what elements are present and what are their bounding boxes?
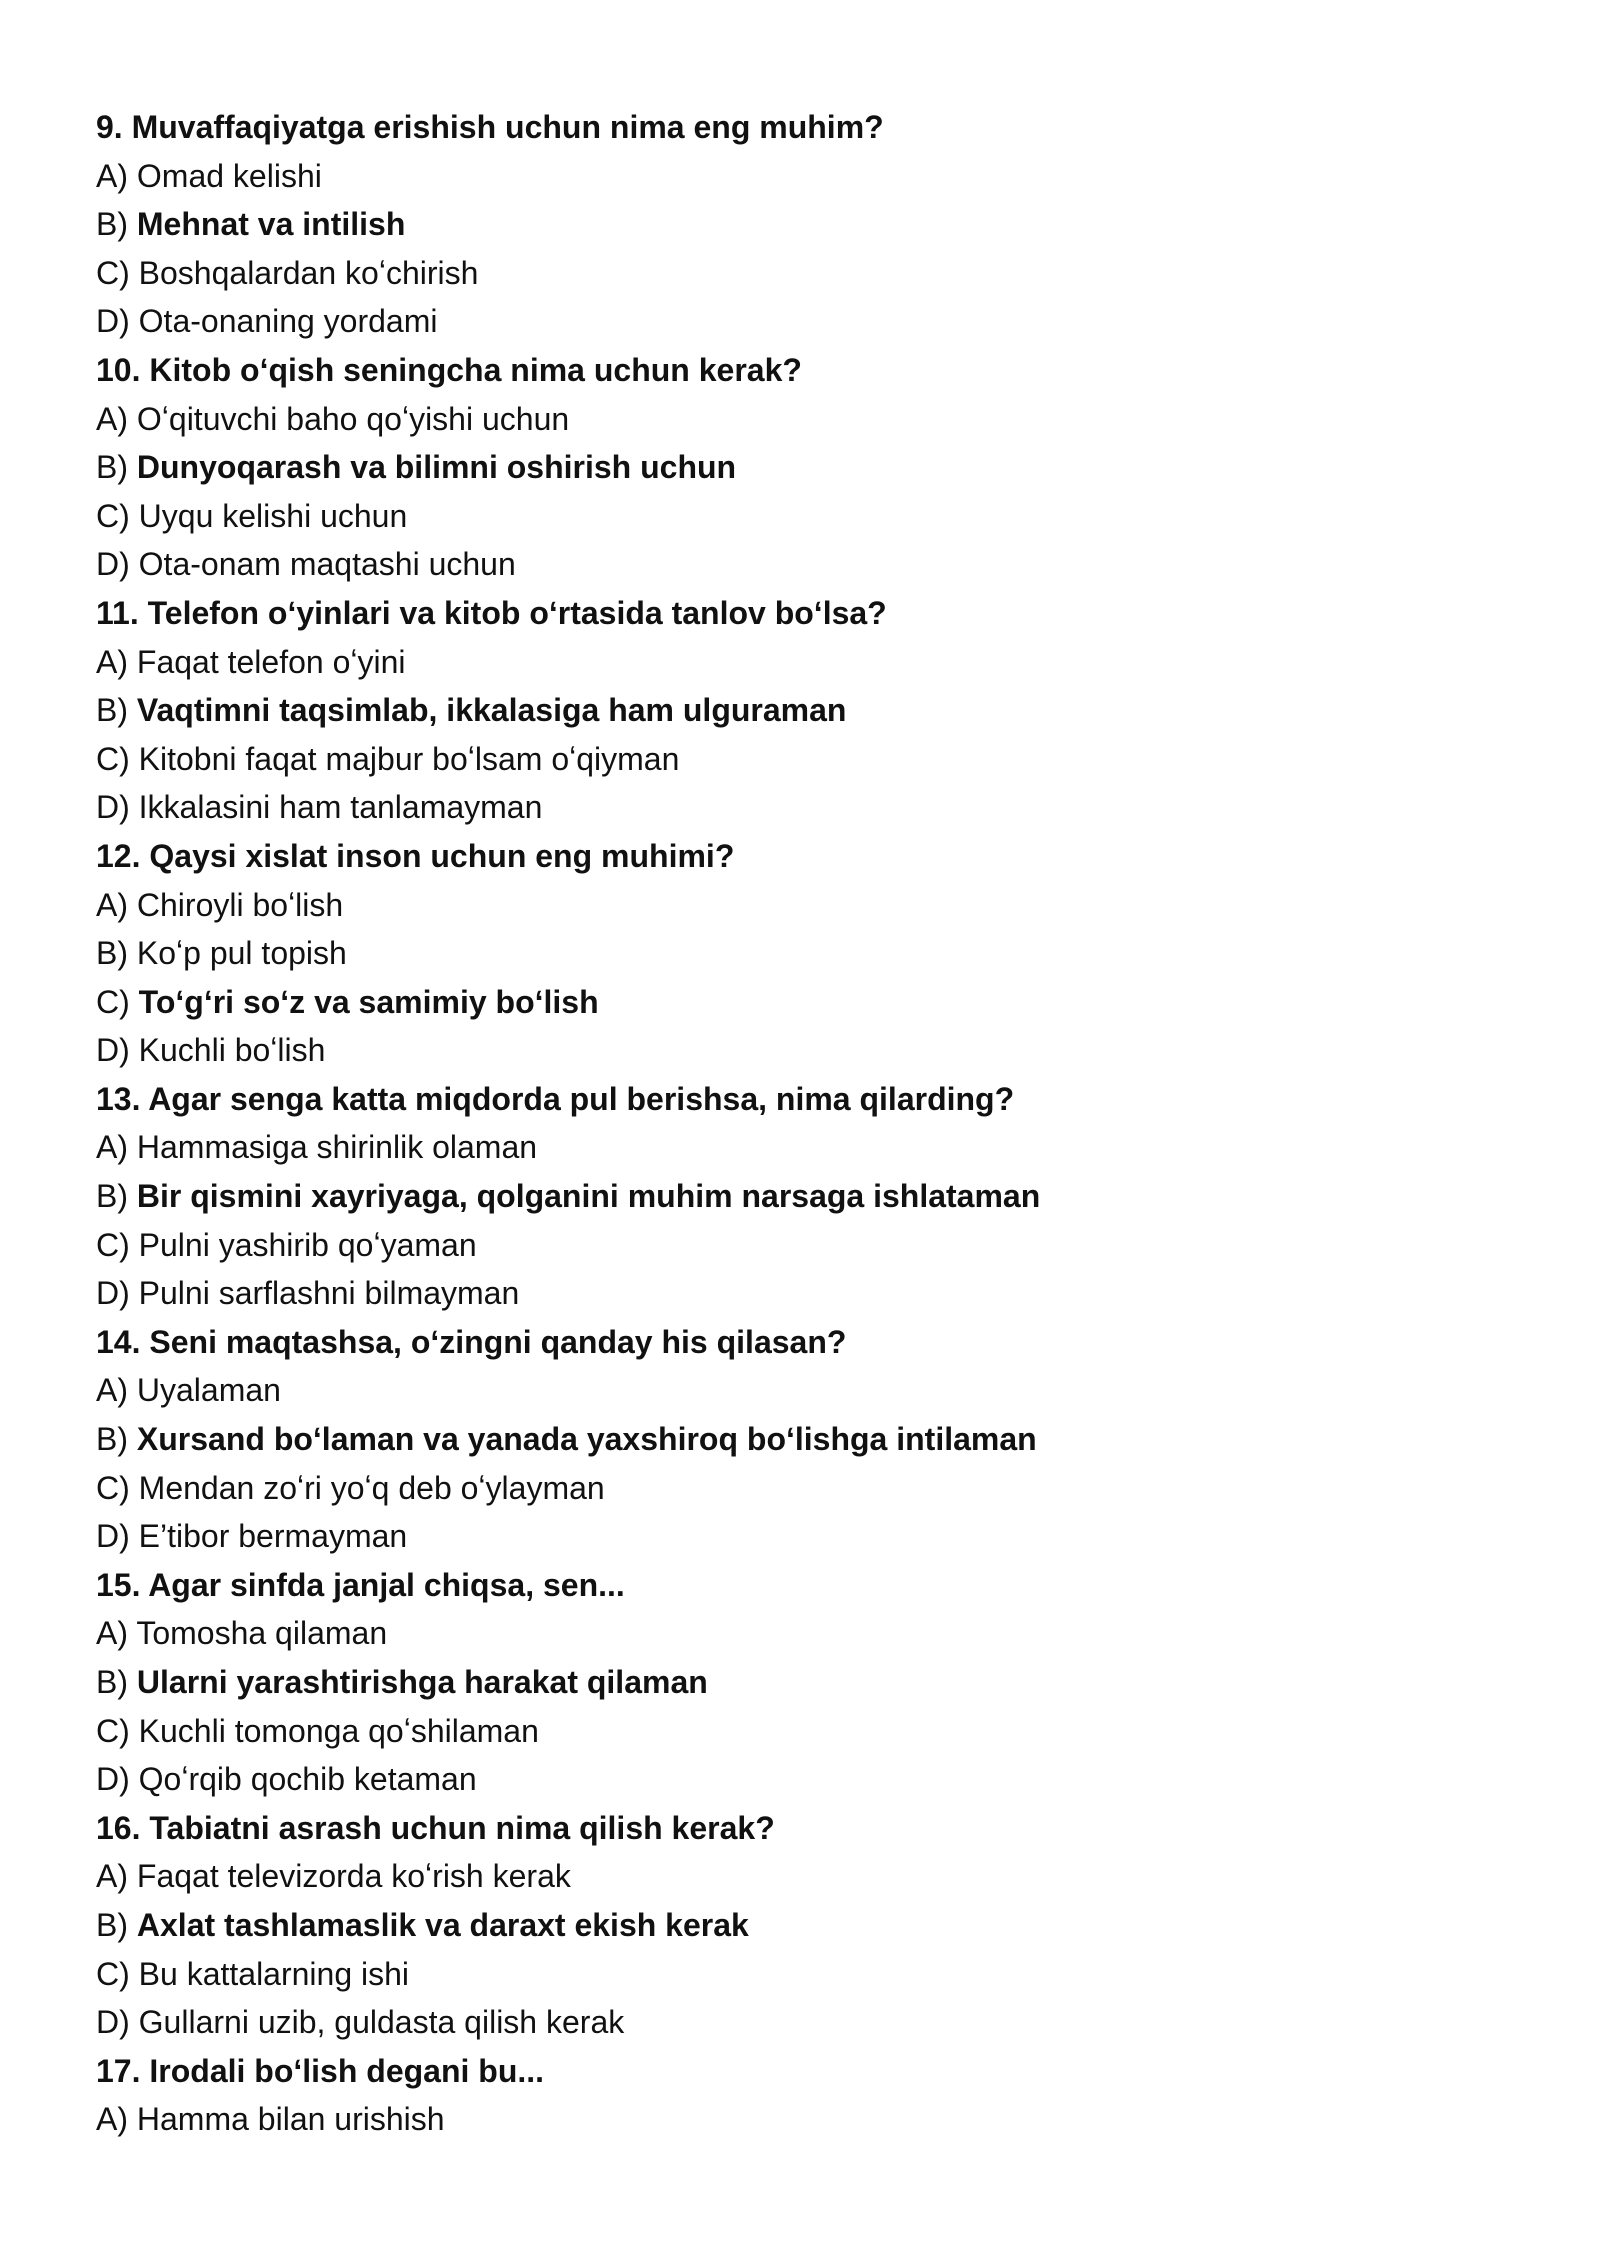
option-letter: A) [96,1129,128,1166]
option-letter: B) [96,206,128,243]
option-text: Pulni yashirib qoʻyaman [138,1226,477,1263]
question-9: 9. Muvaffaqiyatga erishish uchun nima eng muhim? [96,109,884,145]
question-17: 17. Irodali boʻlish degani bu... [96,2052,545,2089]
option-text: Ota-onaning yordami [138,303,438,340]
option-16a [96,1852,1536,1901]
question-12: 12. Qaysi xislat inson uchun eng muhimi? [96,837,735,874]
option-letter: A) [96,400,128,437]
option-text: Kuchli tomonga qoʻshilaman [138,1712,539,1749]
option-letter: C) [96,1712,130,1749]
option-text-correct: Toʻgʻri soʻz va samimiy boʻlish [138,983,599,1020]
option-text: E’tibor bermayman [138,1518,408,1555]
option-11b [96,686,1536,735]
option-text-correct: Axlat tashlamaslik va daraxt ekish kerak [136,1906,749,1943]
option-letter: A) [96,886,128,923]
option-letter: B) [96,449,128,486]
option-text: Koʻp pul topish [136,935,347,972]
option-letter: D) [96,303,130,340]
option-9a [96,152,1536,201]
option-text-correct: Vaqtimni taqsimlab, ikkalasiga ham ulguraman [136,692,847,729]
option-12d [96,1026,1536,1075]
option-13d [96,1269,1536,1318]
option-text-correct: Bir qismini xayriyaga, qolganini muhim narsaga ishlataman [136,1178,1041,1215]
option-17a [96,2095,1536,2144]
option-text: Hamma bilan urishish [136,2101,445,2138]
option-text: Mendan zoʻri yoʻq deb oʻylayman [138,1469,605,1506]
option-letter: A) [96,1858,128,1895]
option-letter: A) [96,1615,128,1652]
option-letter: D) [96,1761,130,1798]
option-text: Kuchli boʻlish [138,1032,326,1069]
option-letter: B) [96,1178,128,1215]
option-letter: A) [96,2101,128,2138]
option-text-correct: Dunyoqarash va bilimni oshirish uchun [136,449,737,486]
option-16b [96,1901,1536,1950]
option-letter: C) [96,497,130,534]
option-10a [96,395,1536,444]
option-10c [96,492,1536,541]
option-12b [96,929,1536,978]
option-text: Ikkalasini ham tanlamayman [138,789,543,826]
option-16d [96,1998,1536,2047]
option-letter: D) [96,1275,130,1312]
option-letter: C) [96,1226,130,1263]
option-text: Qoʻrqib qochib ketaman [138,1761,477,1798]
option-text: Ota-onam maqtashi uchun [138,546,516,583]
option-letter: D) [96,1518,130,1555]
option-letter: C) [96,740,130,777]
option-letter: A) [96,643,128,680]
option-text: Faqat telefon oʻyini [136,643,406,680]
question-10: 10. Kitob oʻqish seningcha nima uchun kerak? [96,351,802,388]
option-13a [96,1123,1536,1172]
option-letter: D) [96,789,130,826]
option-9b [96,200,1536,249]
option-text: Gullarni uzib, guldasta qilish kerak [138,2004,625,2041]
question-14: 14. Seni maqtashsa, oʻzingni qanday his qilasan? [96,1323,847,1360]
option-text: Pulni sarflashni bilmayman [138,1275,520,1312]
option-letter: D) [96,546,130,583]
option-15c [96,1707,1536,1756]
option-9d [96,297,1536,346]
option-letter: C) [96,1955,130,1992]
option-text-correct: Mehnat va intilish [136,206,406,243]
option-letter: A) [96,157,128,194]
question-13: 13. Agar senga katta miqdorda pul berishsa, nima qilarding? [96,1080,1015,1117]
option-letter: D) [96,1032,130,1069]
option-text: Hammasiga shirinlik olaman [136,1129,538,1166]
option-letter: B) [96,1664,128,1700]
option-text-correct: Ularni yarashtirishga harakat qilaman [136,1664,708,1700]
option-letter: D) [96,2004,130,2041]
option-9c [96,249,1536,298]
option-text: Tomosha qilaman [136,1615,388,1652]
option-14c [96,1464,1536,1513]
option-text: Bu kattalarning ishi [138,1955,410,1992]
option-text: Uyalaman [136,1372,281,1409]
question-15: 15. Agar sinfda janjal chiqsa, sen... [96,1566,625,1603]
option-15b [96,1658,1536,1707]
option-text: Faqat televizorda koʻrish kerak [136,1858,571,1895]
option-14b [96,1415,1536,1464]
option-14a [96,1366,1536,1415]
option-letter: C) [96,983,130,1020]
option-text: Uyqu kelishi uchun [138,497,408,534]
option-text: Oʻqituvchi baho qoʻyishi uchun [136,400,570,437]
option-text: Chiroyli boʻlish [136,886,344,923]
option-12a [96,881,1536,930]
option-letter: A) [96,1372,128,1409]
option-letter: C) [96,1469,130,1506]
option-14d [96,1512,1536,1561]
option-13b [96,1172,1536,1221]
option-letter: B) [96,1421,128,1458]
option-15d [96,1755,1536,1804]
option-text: Boshqalardan koʻchirish [138,254,479,291]
option-13c [96,1221,1536,1270]
question-11: 11. Telefon oʻyinlari va kitob oʻrtasida tanlov boʻlsa? [96,594,887,631]
option-11c [96,735,1536,784]
option-11d [96,783,1536,832]
option-16c [96,1950,1536,1999]
option-11a [96,638,1536,687]
option-letter: B) [96,692,128,729]
option-letter: C) [96,254,130,291]
option-letter: B) [96,1906,128,1943]
option-15a [96,1609,1536,1658]
quiz-page [96,103,1536,2144]
option-text-correct: Xursand boʻlaman va yanada yaxshiroq boʻlishga intilaman [136,1421,1037,1458]
option-text: Omad kelishi [136,157,322,194]
option-10d [96,540,1536,589]
option-text: Kitobni faqat majbur boʻlsam oʻqiyman [138,740,680,777]
question-16: 16. Tabiatni asrash uchun nima qilish kerak? [96,1809,775,1846]
option-10b [96,443,1536,492]
option-12c [96,978,1536,1027]
option-letter: B) [96,935,128,972]
